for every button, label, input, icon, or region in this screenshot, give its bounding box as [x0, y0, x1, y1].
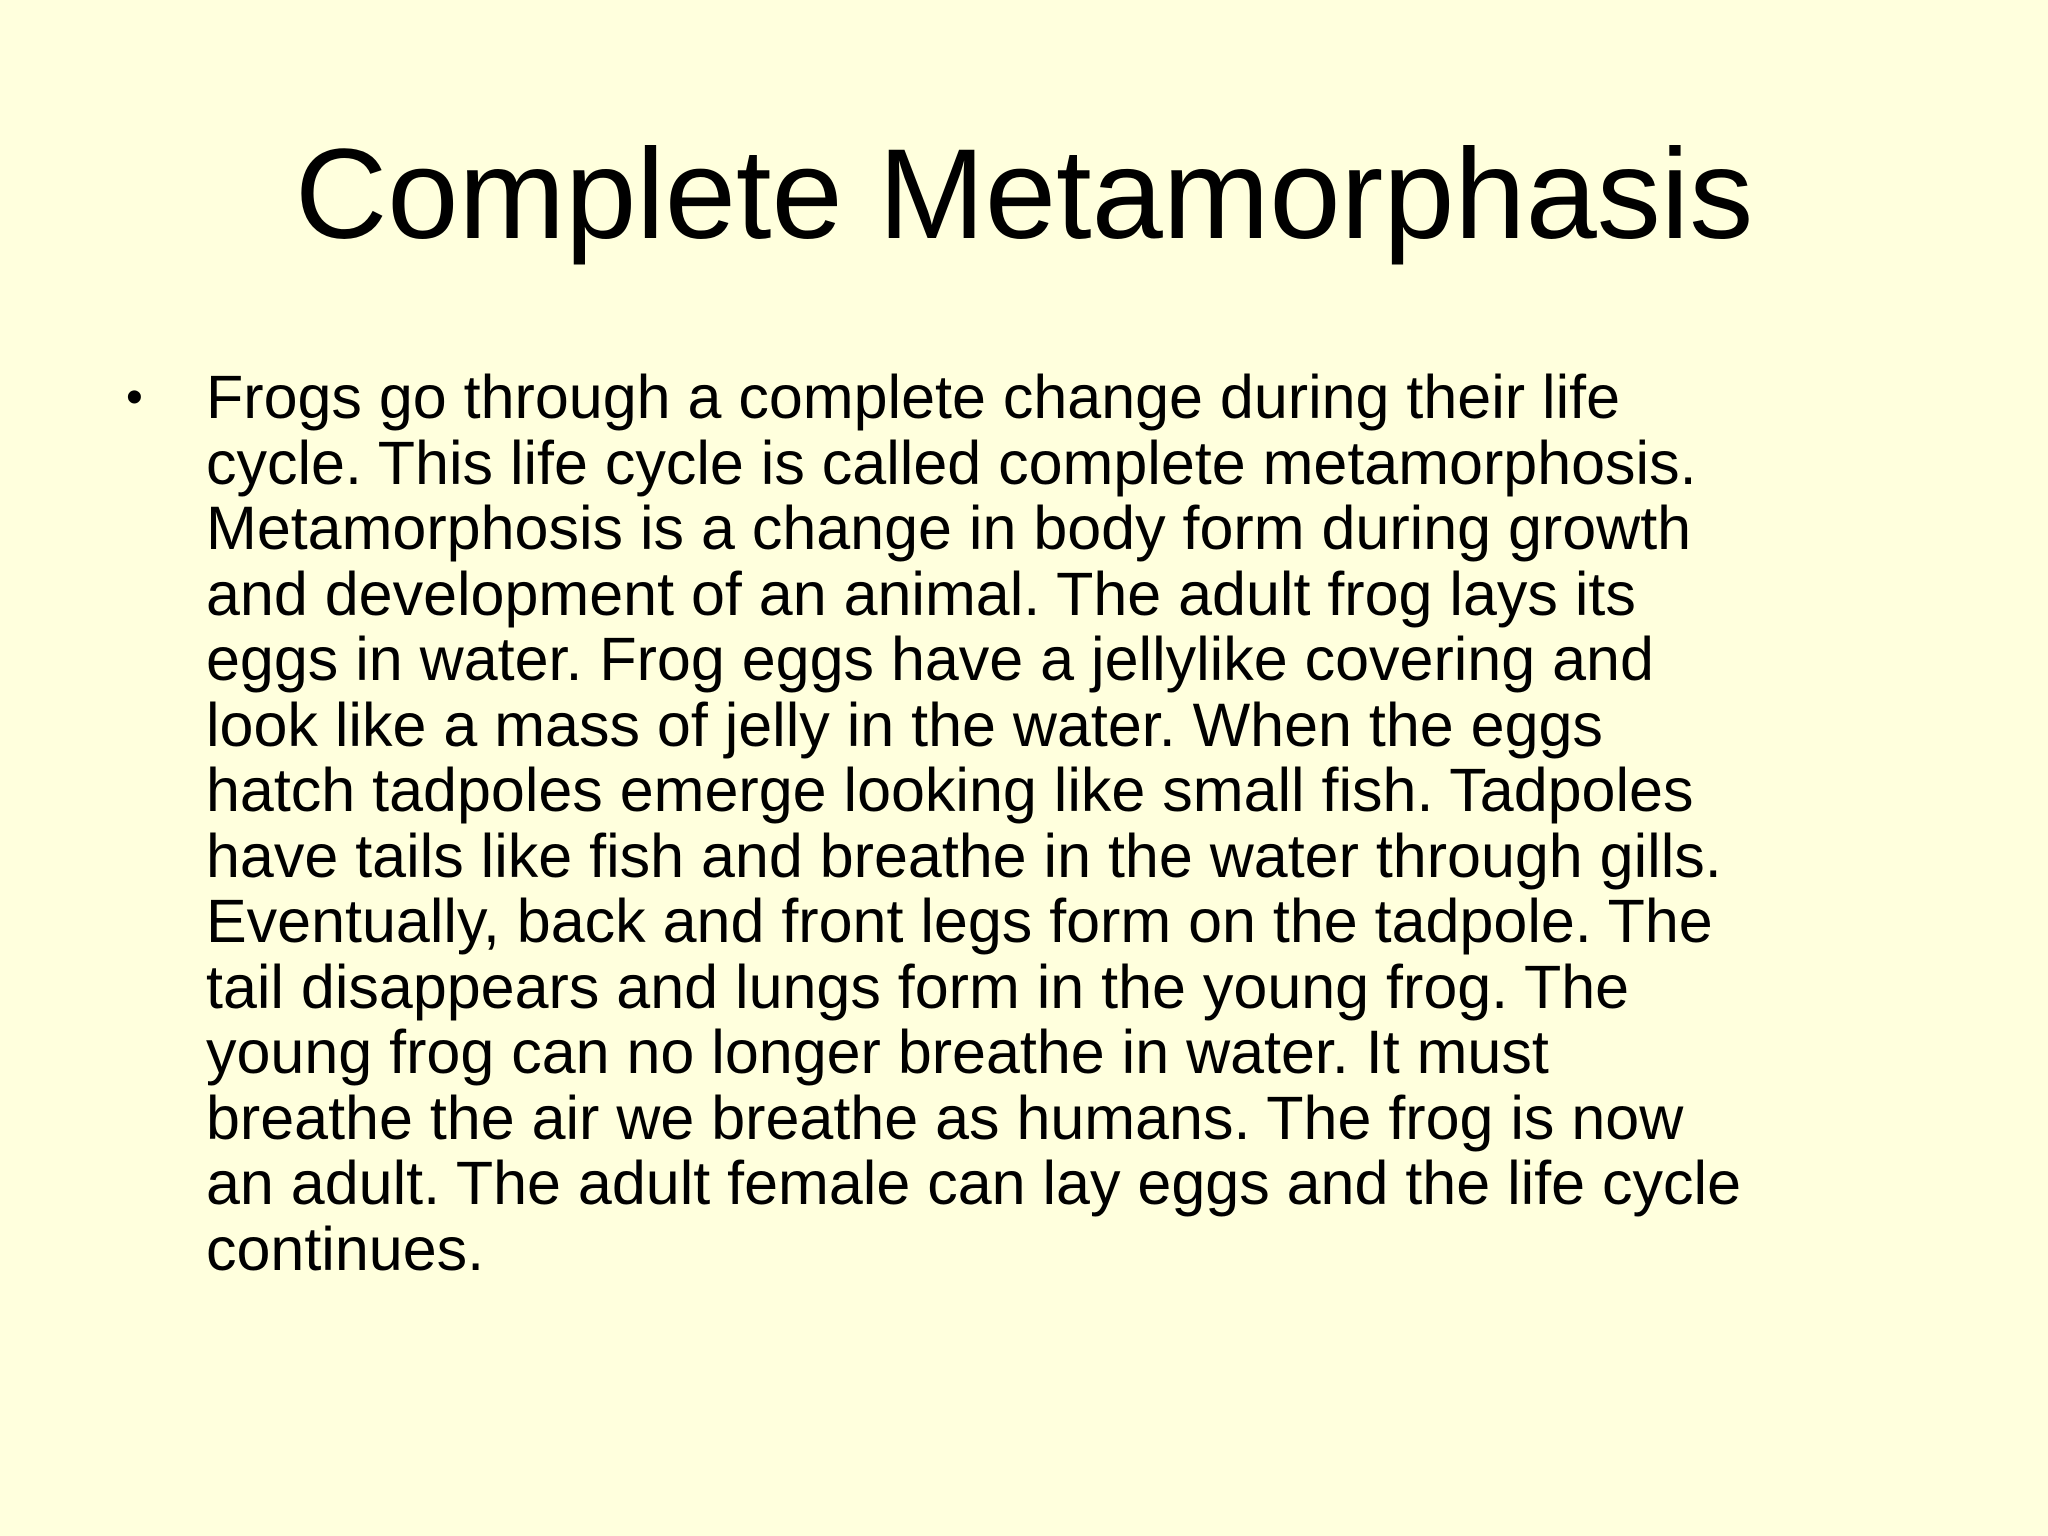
- text-line: have tails like fish and breathe in the water through gills.: [206, 821, 1722, 890]
- slide-content: [120, 365, 1930, 1282]
- bullet-item: [120, 365, 1930, 1282]
- text-line: and development of an animal. The adult frog lays its: [206, 559, 1636, 628]
- bullet-paragraph: [206, 365, 1930, 1282]
- text-line: look like a mass of jelly in the water. When the eggs: [206, 690, 1603, 759]
- text-line: eggs in water. Frog eggs have a jellylike covering and: [206, 625, 1654, 693]
- text-line: Metamorphosis is a change in body form during growth: [206, 494, 1692, 562]
- text-line: hatch tadpoles emerge looking like small fish. Tadpoles: [206, 756, 1694, 824]
- text-line: an adult. The adult female can lay eggs and the life cycle: [206, 1149, 1742, 1217]
- text-line: Frogs go through a complete change during their life: [206, 363, 1621, 431]
- text-line: tail disappears and lungs form in the young frog. The: [206, 952, 1630, 1021]
- text-line: cycle. This life cycle is called complete metamorphosis.: [206, 428, 1697, 497]
- bullet-marker: •: [126, 371, 143, 424]
- text-line: continues.: [206, 1214, 485, 1283]
- text-line: young frog can no longer breathe in water. It must: [206, 1018, 1549, 1086]
- slide-title: Complete Metamorphasis: [294, 123, 1754, 266]
- text-line: breathe the air we breathe as humans. The frog is now: [206, 1083, 1684, 1152]
- text-line: Eventually, back and front legs form on the tadpole. The: [206, 887, 1713, 955]
